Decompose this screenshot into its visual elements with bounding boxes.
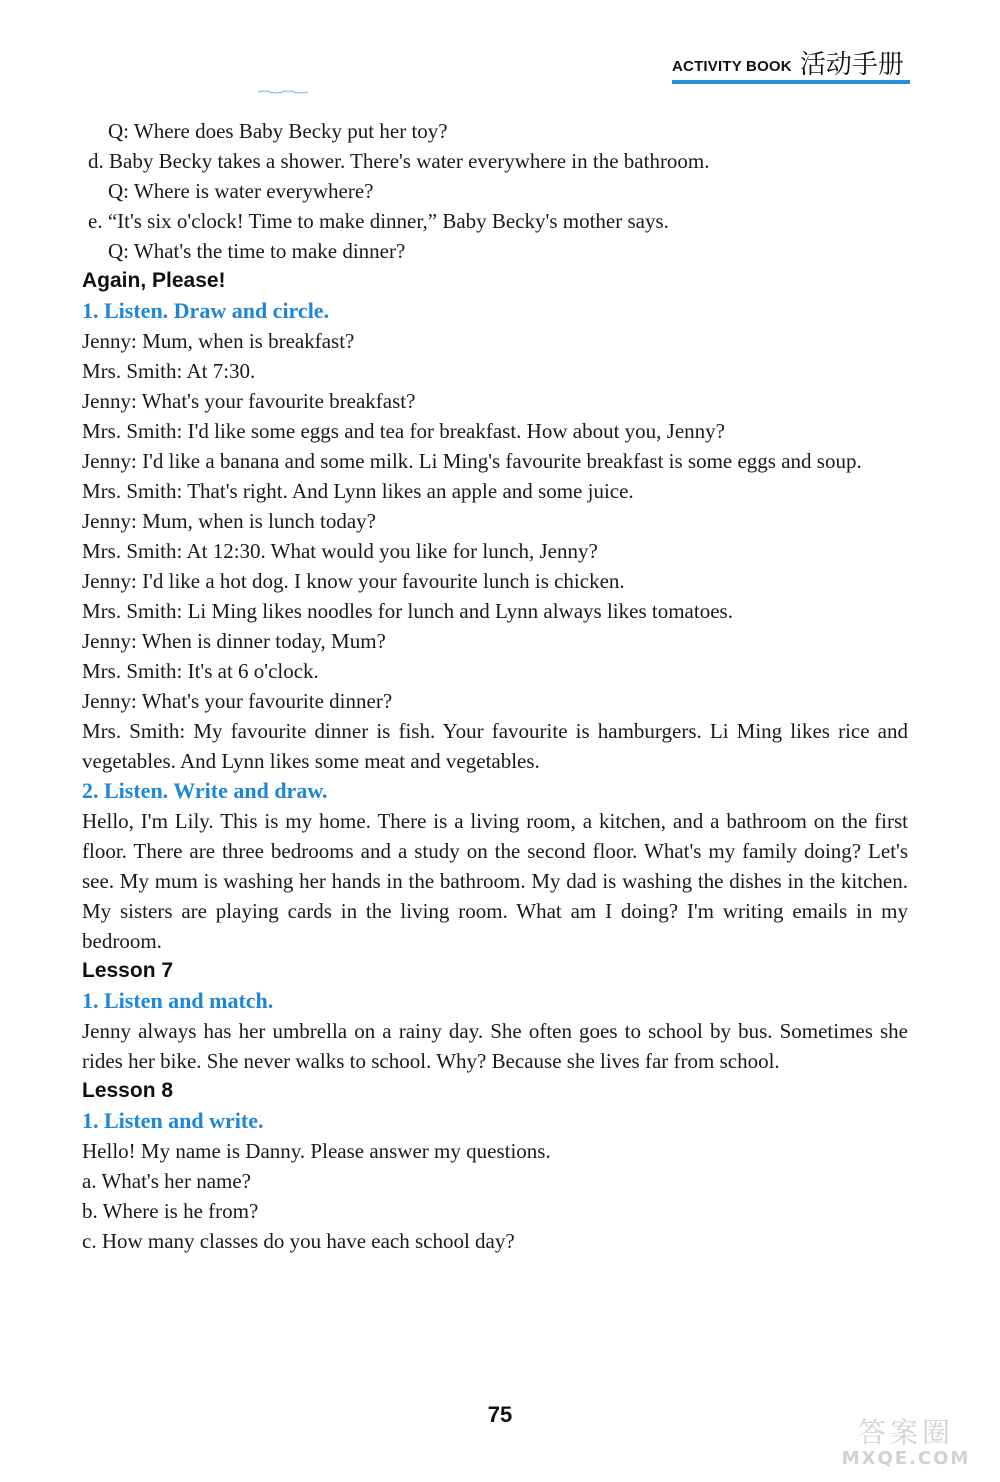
watermark-cn: 答案圈	[857, 1416, 954, 1449]
section-heading-lesson-8: Lesson 8	[82, 1079, 174, 1102]
dialogue-line: Mrs. Smith: At 12:30. What would you like for lunch, Jenny?	[82, 539, 598, 563]
exercise-title: 1. Listen and match.	[82, 988, 274, 1013]
question-item: c. How many classes do you have each school day?	[82, 1229, 515, 1253]
dialogue-line: Jenny: What's your favourite dinner?	[82, 689, 393, 713]
header-title-en: ACTIVITY BOOK	[672, 58, 792, 75]
dialogue-line: Mrs. Smith: That's right. And Lynn likes an apple and some juice.	[82, 479, 634, 503]
dialogue-line: Mrs. Smith: It's at 6 o'clock.	[82, 659, 319, 683]
page-number: 75	[487, 1402, 513, 1427]
dialogue-line: Mrs. Smith: My favourite dinner is fish. Your favourite is hamburgers. Li Ming likes rice and vegetables. And Lynn likes some meat and vegetables.	[82, 719, 908, 773]
dialogue-line: Mrs. Smith: At 7:30.	[82, 359, 256, 383]
dialogue-line: Jenny: Mum, when is breakfast?	[82, 329, 355, 353]
passage-text: Jenny always has her umbrella on a rainy day. She often goes to school by bus. Sometimes she rides her bike. She never walks to school. Why? Because she lives far from school.	[82, 1019, 908, 1073]
page-body	[82, 116, 908, 1256]
dialogue-line: Mrs. Smith: I'd like some eggs and tea for breakfast. How about you, Jenny?	[82, 419, 725, 443]
running-header	[672, 52, 904, 78]
passage-text: Hello, I'm Lily. This is my home. There is a living room, a kitchen, and a bathroom on the first floor. There are three bedrooms and a study on the second floor. What's my family doing? Let's see. My mum is washing her hands in the bathroom. My dad is washing the dishes in the kitchen. My sisters are playing cards in the living room. What am I doing? I'm writing emails in my bedroom.	[82, 809, 908, 953]
header-accent-bar	[672, 80, 910, 84]
header-decoration	[258, 90, 308, 94]
dialogue-line: Jenny: I'd like a banana and some milk. Li Ming's favourite breakfast is some eggs and soup.	[82, 449, 862, 473]
dialogue-line: Jenny: What's your favourite breakfast?	[82, 389, 416, 413]
exercise-title: 1. Listen and write.	[82, 1108, 264, 1133]
watermark-logo	[820, 1418, 992, 1476]
question-item: b. Where is he from?	[82, 1199, 259, 1223]
section-heading-lesson-7: Lesson 7	[82, 959, 174, 982]
watermark-en: MXQE.COM	[841, 1448, 971, 1469]
question-line: Q: Where does Baby Becky put her toy?	[108, 119, 448, 143]
dialogue-line: Jenny: When is dinner today, Mum?	[82, 629, 386, 653]
question-line: Q: Where is water everywhere?	[108, 179, 374, 203]
exercise-title: 2. Listen. Write and draw.	[82, 778, 328, 803]
passage-line: Hello! My name is Danny. Please answer my questions.	[82, 1139, 551, 1163]
question-line: Q: What's the time to make dinner?	[108, 239, 406, 263]
exercise-title: 1. Listen. Draw and circle.	[82, 298, 330, 323]
header-title-cn: 活动手册	[799, 50, 904, 80]
dialogue-line: Mrs. Smith: Li Ming likes noodles for lunch and Lynn always likes tomatoes.	[82, 599, 733, 623]
item-line: e. “It's six o'clock! Time to make dinner,” Baby Becky's mother says.	[88, 209, 669, 233]
question-item: a. What's her name?	[82, 1169, 251, 1193]
dialogue-line: Jenny: I'd like a hot dog. I know your favourite lunch is chicken.	[82, 569, 625, 593]
dialogue-line: Jenny: Mum, when is lunch today?	[82, 509, 376, 533]
item-line: d. Baby Becky takes a shower. There's water everywhere in the bathroom.	[88, 149, 710, 173]
section-heading-again: Again, Please!	[82, 269, 226, 292]
